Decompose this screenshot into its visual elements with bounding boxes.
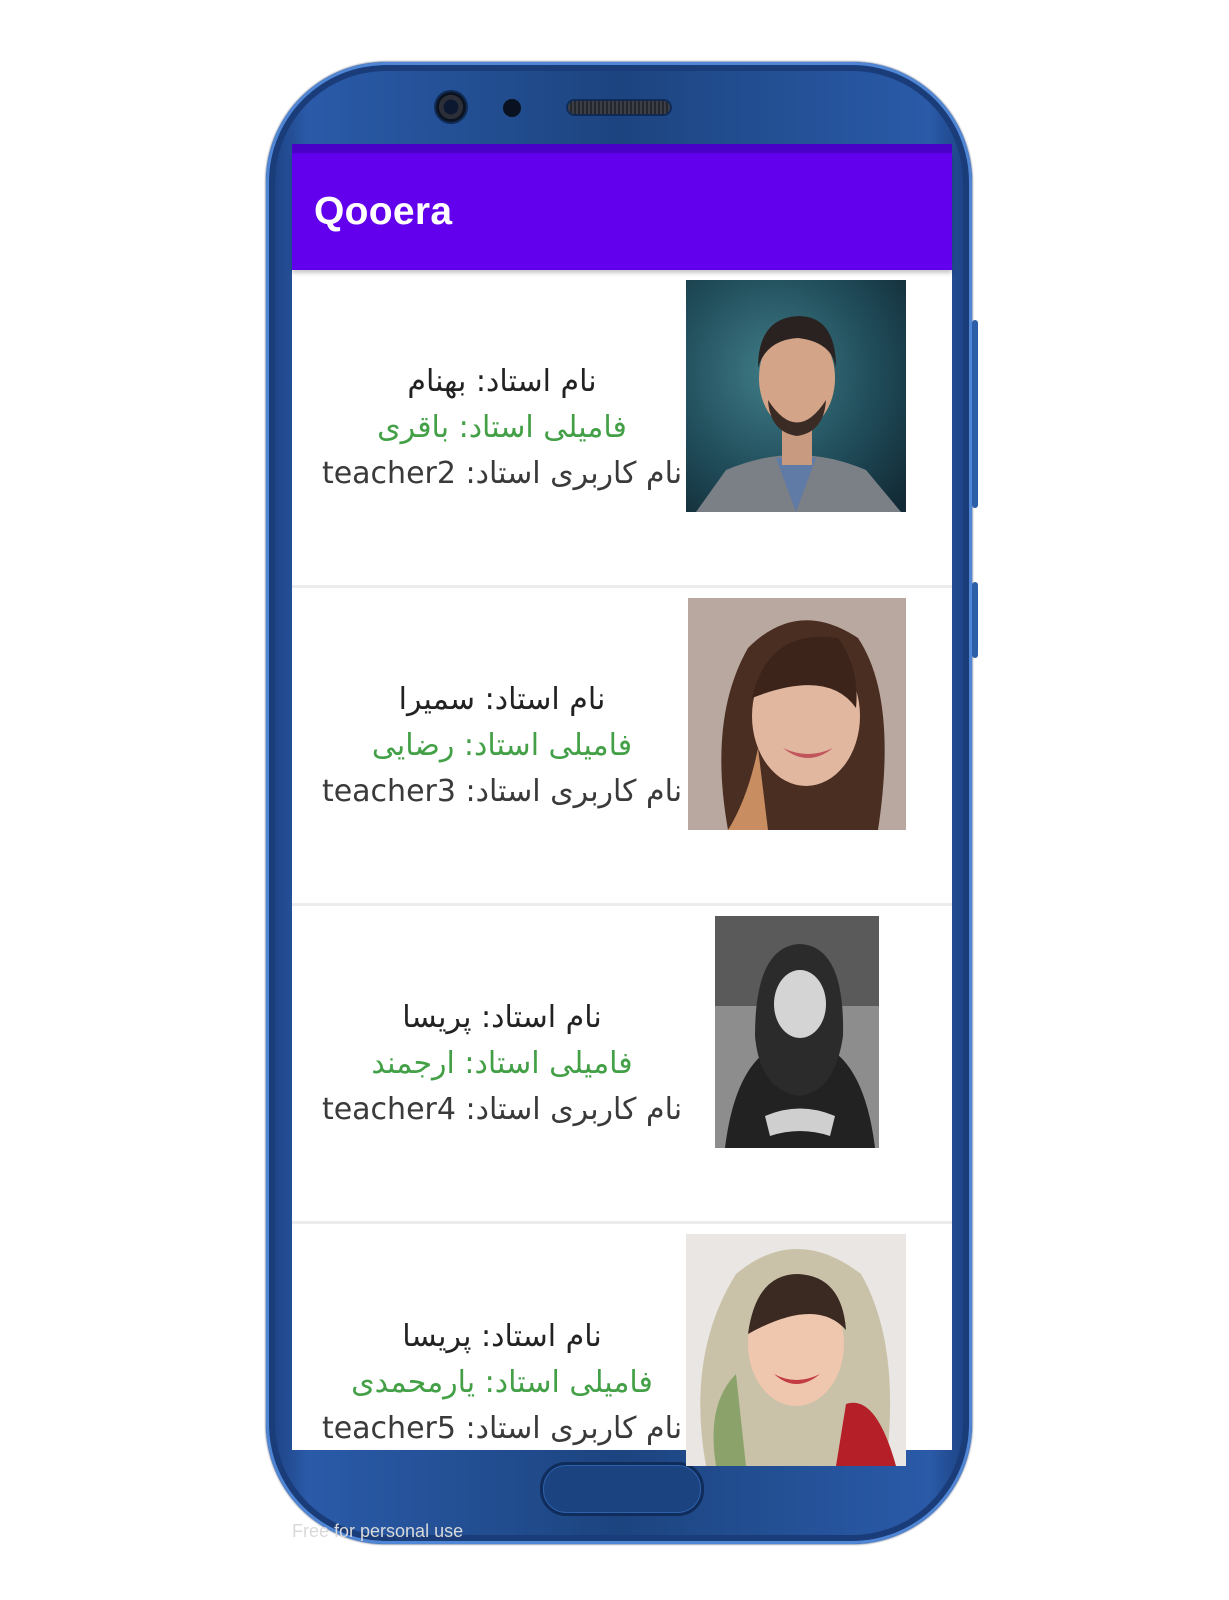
teacher-list[interactable]: [292, 270, 952, 1542]
app-bar: [292, 153, 952, 270]
app-screen: [292, 144, 952, 1541]
teacher-username: نام کاربری استاد: teacher2: [321, 455, 683, 491]
teacher-info: [322, 906, 682, 1221]
power-button: [972, 582, 978, 658]
teacher-photo: [686, 280, 906, 512]
teacher-first-name: نام استاد: پریسا: [402, 1319, 602, 1354]
teacher-last-name: فامیلی استاد: ارجمند: [371, 1045, 633, 1081]
app-title: Qooera: [314, 189, 453, 233]
teacher-photo: [686, 1234, 906, 1466]
front-camera-icon: [436, 92, 466, 122]
teacher-card[interactable]: [292, 906, 952, 1224]
teacher-card[interactable]: [292, 1224, 952, 1542]
teacher-last-name: فامیلی استاد: رضایی: [371, 727, 633, 763]
teacher-first-name: نام استاد: سمیرا: [398, 681, 606, 717]
teacher-last-name: فامیلی استاد: باقری: [377, 409, 627, 445]
status-bar: [292, 144, 952, 153]
earpiece-speaker: [568, 101, 670, 114]
watermark-text: Free for personal use: [292, 1521, 464, 1541]
teacher-photo: [688, 598, 906, 830]
proximity-sensor: [503, 99, 521, 117]
volume-button: [972, 320, 978, 508]
teacher-username: نام کاربری استاد: teacher4: [321, 1091, 683, 1127]
teacher-first-name: نام استاد: پریسا: [402, 999, 602, 1035]
teacher-info: [322, 270, 682, 585]
teacher-card[interactable]: [292, 588, 952, 906]
teacher-username: نام کاربری استاد: teacher5: [321, 1411, 683, 1446]
teacher-username: نام کاربری استاد: teacher3: [321, 773, 683, 809]
teacher-last-name: فامیلی استاد: یارمحمدی: [351, 1365, 653, 1400]
teacher-first-name: نام استاد: بهنام: [407, 363, 597, 399]
teacher-info: [322, 588, 682, 903]
teacher-info: [322, 1224, 682, 1542]
teacher-photo: [715, 916, 879, 1148]
teacher-card[interactable]: [292, 270, 952, 588]
